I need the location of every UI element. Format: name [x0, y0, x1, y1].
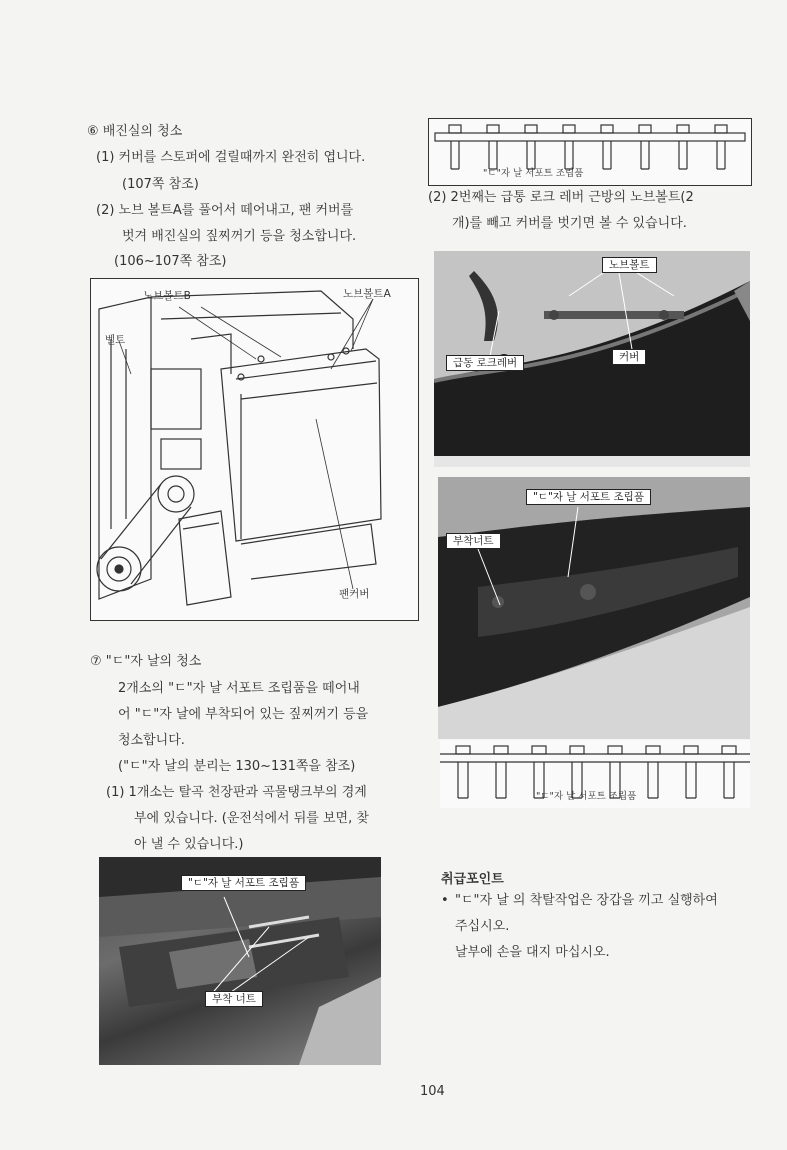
section7-step1-line1: (1) 1개소는 탈곡 천장판과 곡물탱크부의 경계	[106, 785, 367, 800]
label-knob-bolt: 노브볼트	[602, 257, 657, 273]
section7-p2: 어 "ㄷ"자 날에 부착되어 있는 짚찌꺼기 등을	[118, 707, 369, 722]
thresher-diagram	[90, 278, 419, 621]
section7-p1: 2개소의 "ㄷ"자 날 서포트 조립품을 떼어내	[118, 681, 360, 696]
handling-title: 취급포인트	[441, 872, 504, 887]
right-step2-line2: 개)를 빼고 커버를 벗기면 볼 수 있습니다.	[452, 216, 687, 231]
section6-step1: (1) 커버를 스토퍼에 걸릴때까지 완전히 엽니다.	[96, 150, 366, 165]
section7-p3: 청소합니다.	[118, 733, 185, 748]
blade-row-figure-top	[428, 118, 752, 186]
section6-step1-ref: (107쪽 참조)	[122, 177, 199, 192]
label-knob-bolt-a: 노브볼트A	[343, 288, 391, 300]
section7-step1-line3: 아 낼 수 있습니다.)	[134, 837, 244, 852]
blade-row-drawing	[429, 119, 751, 185]
section7-p4: ("ㄷ"자 날의 분리는 130~131쪽을 참조)	[118, 759, 356, 774]
label-lock-lever: 급동 로크레버	[446, 355, 524, 371]
label-support-assembly-2: "ㄷ"자 날 서포트 조립품	[526, 489, 651, 505]
section7-heading: ⑦ "ㄷ"자 날의 청소	[90, 654, 202, 669]
label-belt: 벨트	[105, 334, 126, 346]
section6-step2-ref: (106~107쪽 참조)	[114, 254, 227, 269]
handling-line2: 주십시오.	[455, 919, 510, 934]
section6-step2-line2: 벗겨 배진실의 짚찌꺼기 등을 청소합니다.	[122, 229, 357, 244]
blade-row-figure-bottom	[440, 740, 750, 808]
page-number: 104	[420, 1084, 445, 1099]
section6-step2-line1: (2) 노브 볼트A를 풀어서 떼어내고, 팬 커버를	[96, 203, 354, 218]
label-mounting-nut: 부착 너트	[205, 991, 263, 1007]
blade-support-photo-right	[438, 477, 750, 739]
handling-bullet: •	[441, 893, 449, 908]
handling-line1: "ㄷ"자 날 의 착탈작업은 장갑을 끼고 실행하여	[455, 893, 718, 908]
label-knob-bolt-b: 노브볼트B	[143, 290, 191, 302]
label-cover: 커버	[612, 349, 646, 365]
section7-step1-line2: 부에 있습니다. (운전석에서 뒤를 보면, 찾	[134, 811, 369, 826]
right-step2-line1: (2) 2번째는 급통 로크 레버 근방의 노브볼트(2	[428, 190, 694, 205]
photo-shapes-2	[438, 477, 750, 739]
handling-line3: 날부에 손을 대지 마십시오.	[455, 945, 610, 960]
label-blade-support-assembly: "ㄷ"자 날 서포트 조립품	[181, 875, 306, 891]
blade-support-photo-left	[99, 857, 381, 1065]
label-top-fig-support: "ㄷ"자 날 서포트 조립품	[483, 168, 584, 179]
label-fan-cover: 팬커버	[339, 588, 370, 600]
label-mounting-nut-2: 부착너트	[446, 533, 501, 549]
label-bottom-fig-support: "ㄷ"자 날 서포트 조립품	[536, 791, 637, 802]
thresher-drawing	[91, 279, 418, 620]
section6-heading: ⑥ 배진실의 청소	[87, 124, 183, 139]
lock-lever-photo	[434, 251, 750, 467]
